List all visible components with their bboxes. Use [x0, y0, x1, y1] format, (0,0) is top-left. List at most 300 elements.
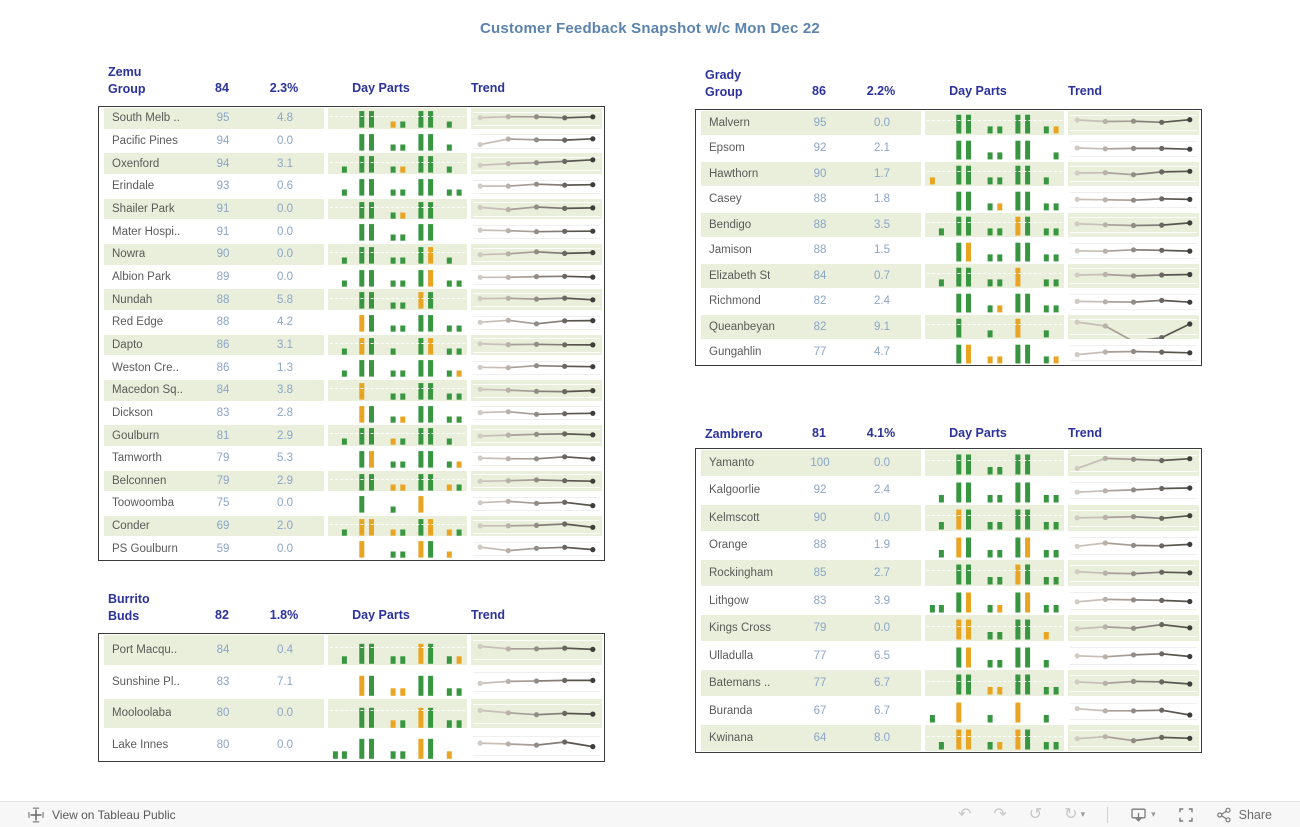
location-percent: 3.1	[277, 157, 293, 170]
dayparts-bar-chart[interactable]	[925, 560, 1064, 586]
reference-line	[927, 120, 1062, 121]
location-name: Pacific Pines	[112, 134, 178, 147]
location-percent: 0.0	[277, 134, 293, 147]
sparkline-svg	[1068, 615, 1199, 641]
location-percent: 4.8	[277, 112, 293, 125]
sparkline-svg	[1068, 111, 1199, 135]
dayparts-bar-chart[interactable]	[328, 635, 467, 665]
table-row[interactable]	[696, 449, 1201, 477]
trend-sparkline[interactable]	[471, 176, 602, 197]
location-percent: 1.7	[874, 167, 890, 180]
trend-sparkline[interactable]	[471, 403, 602, 424]
location-score: 94	[216, 157, 230, 170]
dayparts-bars-svg	[925, 698, 1064, 724]
table-row[interactable]	[99, 266, 604, 289]
sparkline-svg	[1068, 137, 1199, 161]
dayparts-bars-svg	[328, 493, 467, 514]
location-score: 88	[216, 316, 230, 329]
location-name: Gungahlin	[709, 346, 762, 359]
group-score: 82	[215, 608, 229, 622]
dayparts-bar-chart[interactable]	[328, 221, 467, 242]
location-name: Kwinana	[709, 732, 754, 745]
table-row[interactable]	[99, 537, 604, 560]
location-score: 82	[813, 320, 827, 333]
dayparts-bars-svg	[328, 131, 467, 152]
location-name: Kalgoorlie	[709, 484, 761, 497]
location-score: 86	[216, 361, 230, 374]
table-row[interactable]	[99, 424, 604, 447]
group-name: Zemu Group	[108, 65, 146, 96]
trend-sparkline[interactable]	[1068, 315, 1199, 339]
table-row[interactable]	[696, 559, 1201, 587]
reference-line	[330, 162, 465, 163]
dayparts-bar-chart[interactable]	[925, 725, 1064, 751]
sparkline-svg	[471, 221, 602, 242]
location-score: 59	[216, 542, 230, 555]
chevron-down-icon: ▾	[1151, 809, 1156, 819]
table-row[interactable]	[696, 263, 1201, 289]
dayparts-bar-chart[interactable]	[925, 643, 1064, 669]
location-name: Queanbeyan	[709, 320, 775, 333]
table-row[interactable]	[99, 243, 604, 266]
trend-sparkline[interactable]	[471, 108, 602, 129]
table-row[interactable]	[99, 402, 604, 425]
reference-line	[330, 298, 465, 299]
table-row[interactable]	[696, 340, 1201, 366]
dayparts-bar-chart[interactable]	[328, 516, 467, 537]
dayparts-bars-svg	[925, 213, 1064, 237]
reference-line	[330, 479, 465, 480]
table-row[interactable]	[696, 697, 1201, 725]
trend-sparkline[interactable]	[471, 493, 602, 514]
location-name: Epsom	[709, 142, 745, 155]
trend-sparkline[interactable]	[1068, 111, 1199, 135]
table-row[interactable]	[696, 136, 1201, 162]
trend-column-header: Trend	[1068, 84, 1103, 98]
table-row[interactable]	[696, 212, 1201, 238]
location-score: 92	[813, 484, 827, 497]
dayparts-bar-chart[interactable]	[328, 108, 467, 129]
location-score: 80	[216, 707, 230, 720]
table-row[interactable]	[99, 666, 604, 698]
fullscreen-button[interactable]	[1178, 807, 1194, 823]
group-score: 86	[812, 84, 826, 98]
dayparts-bars-svg	[328, 221, 467, 242]
reference-line	[927, 324, 1062, 325]
location-name: Nundah	[112, 293, 153, 306]
dayparts-bar-chart[interactable]	[925, 264, 1064, 288]
table-row[interactable]	[696, 477, 1201, 505]
dayparts-bars-svg	[925, 560, 1064, 586]
dayparts-bars-svg	[925, 643, 1064, 669]
reference-line	[330, 647, 465, 648]
dayparts-bar-chart[interactable]	[925, 670, 1064, 696]
download-button[interactable]	[1130, 807, 1156, 823]
table-row[interactable]	[99, 356, 604, 379]
trend-sparkline[interactable]	[471, 199, 602, 220]
location-name: Goulburn	[112, 429, 160, 442]
reference-line	[330, 343, 465, 344]
location-score: 83	[813, 594, 827, 607]
trend-sparkline[interactable]	[471, 335, 602, 356]
dayparts-bar-chart[interactable]	[925, 615, 1064, 641]
trend-sparkline[interactable]	[471, 635, 602, 665]
dayparts-bars-svg	[925, 588, 1064, 614]
dayparts-bar-chart[interactable]	[328, 403, 467, 424]
dayparts-bar-chart[interactable]	[925, 315, 1064, 339]
sparkline-svg	[1068, 290, 1199, 314]
share-icon	[1216, 807, 1232, 823]
refresh-button[interactable]	[1064, 807, 1085, 823]
dayparts-bar-chart[interactable]	[925, 341, 1064, 365]
sparkline-svg	[471, 538, 602, 559]
trend-sparkline[interactable]	[471, 667, 602, 697]
dayparts-bars-svg	[328, 730, 467, 760]
location-percent: 0.0	[874, 116, 890, 129]
dayparts-bar-chart[interactable]	[925, 162, 1064, 186]
table-row[interactable]	[99, 130, 604, 153]
group-percent: 2.3%	[269, 81, 299, 95]
table-row[interactable]	[696, 587, 1201, 615]
location-percent: 0.0	[874, 456, 890, 469]
location-score: 84	[216, 384, 230, 397]
dayparts-bars-svg	[925, 315, 1064, 339]
location-score: 69	[216, 520, 230, 533]
location-name: Hawthorn	[709, 167, 759, 180]
dayparts-bar-chart[interactable]	[328, 699, 467, 729]
trend-column-header: Trend	[1068, 426, 1103, 440]
sparkline-svg	[471, 131, 602, 152]
location-name: Orange	[709, 539, 748, 552]
sparkline-svg	[471, 244, 602, 265]
trend-sparkline[interactable]	[1068, 213, 1199, 237]
dayparts-bar-chart[interactable]	[328, 153, 467, 174]
location-score: 79	[216, 474, 230, 487]
location-score: 93	[216, 180, 230, 193]
sparkline-svg	[471, 448, 602, 469]
sparkline-svg	[471, 380, 602, 401]
group-name: Zambrero	[705, 427, 763, 441]
location-percent: 2.4	[874, 484, 890, 497]
dayparts-bar-chart[interactable]	[925, 505, 1064, 531]
dayparts-bars-svg	[328, 335, 467, 356]
dayparts-bar-chart[interactable]	[328, 199, 467, 220]
dayparts-bars-svg	[925, 478, 1064, 504]
location-score: 90	[813, 511, 827, 524]
table-row[interactable]	[696, 238, 1201, 264]
dayparts-column-header: Day Parts	[949, 84, 1007, 98]
trend-sparkline[interactable]	[1068, 450, 1199, 476]
group-percent: 4.1%	[866, 426, 896, 440]
location-name: Dickson	[112, 406, 153, 419]
trend-sparkline[interactable]	[471, 699, 602, 729]
dayparts-bar-chart[interactable]	[328, 425, 467, 446]
table-row[interactable]	[696, 532, 1201, 560]
dayparts-bar-chart[interactable]	[925, 137, 1064, 161]
trend-sparkline[interactable]	[1068, 264, 1199, 288]
location-score: 75	[216, 497, 230, 510]
sparkline-svg	[1068, 162, 1199, 186]
table-row[interactable]	[99, 492, 604, 515]
trend-sparkline[interactable]	[471, 538, 602, 559]
location-score: 77	[813, 677, 827, 690]
trend-sparkline[interactable]	[1068, 162, 1199, 186]
trend-sparkline[interactable]	[1068, 239, 1199, 263]
reference-line	[927, 681, 1062, 682]
view-on-tableau-label: View on Tableau Public	[52, 807, 176, 822]
reference-line	[330, 207, 465, 208]
sparkline-svg	[1068, 188, 1199, 212]
dayparts-bars-svg	[925, 137, 1064, 161]
sparkline-svg	[1068, 264, 1199, 288]
table-row[interactable]	[696, 669, 1201, 697]
location-score: 90	[216, 248, 230, 261]
location-score: 77	[813, 346, 827, 359]
location-percent: 1.8	[874, 193, 890, 206]
dayparts-bar-chart[interactable]	[925, 588, 1064, 614]
trend-sparkline[interactable]	[471, 221, 602, 242]
dayparts-bar-chart[interactable]	[328, 312, 467, 333]
trend-sparkline[interactable]	[471, 131, 602, 152]
dayparts-bar-chart[interactable]	[328, 538, 467, 559]
sparkline-svg	[1068, 239, 1199, 263]
sparkline-svg	[471, 471, 602, 492]
dayparts-bars-svg	[925, 670, 1064, 696]
trend-sparkline[interactable]	[471, 425, 602, 446]
group-score: 81	[812, 426, 826, 440]
dayparts-column-header: Day Parts	[949, 426, 1007, 440]
chevron-down-icon: ▾	[1080, 809, 1086, 819]
table-row[interactable]	[99, 634, 604, 666]
dayparts-bar-chart[interactable]	[328, 176, 467, 197]
trend-sparkline[interactable]	[1068, 588, 1199, 614]
table-row[interactable]	[99, 334, 604, 357]
location-percent: 3.8	[277, 384, 293, 397]
location-name: Elizabeth St	[709, 269, 771, 282]
dayparts-bar-chart[interactable]	[925, 533, 1064, 559]
dayparts-bars-svg	[328, 108, 467, 129]
dayparts-bar-chart[interactable]	[328, 357, 467, 378]
table-row[interactable]	[99, 175, 604, 198]
location-name: Casey	[709, 193, 742, 206]
trend-sparkline[interactable]	[471, 448, 602, 469]
location-percent: 1.3	[277, 361, 293, 374]
trend-sparkline[interactable]	[471, 312, 602, 333]
feedback-table	[695, 448, 1202, 753]
trend-sparkline[interactable]	[1068, 188, 1199, 212]
dayparts-bars-svg	[328, 699, 467, 729]
reference-line	[927, 626, 1062, 627]
dayparts-bar-chart[interactable]	[328, 335, 467, 356]
sparkline-svg	[1068, 341, 1199, 365]
table-row[interactable]	[99, 152, 604, 175]
dayparts-column-header: Day Parts	[352, 81, 410, 95]
location-name: Malvern	[709, 116, 750, 129]
location-percent: 6.7	[874, 704, 890, 717]
sparkline-svg	[471, 176, 602, 197]
reference-line	[927, 273, 1062, 274]
table-row[interactable]	[99, 220, 604, 243]
trend-sparkline[interactable]	[1068, 560, 1199, 586]
trend-sparkline[interactable]	[471, 267, 602, 288]
dayparts-bars-svg	[328, 244, 467, 265]
location-score: 84	[813, 269, 827, 282]
table-row[interactable]	[99, 698, 604, 730]
location-score: 80	[216, 739, 230, 752]
trend-sparkline[interactable]	[471, 380, 602, 401]
location-score: 79	[216, 452, 230, 465]
redo-button[interactable]: ↷	[993, 805, 1007, 823]
dayparts-bar-chart[interactable]	[925, 478, 1064, 504]
location-name: Kelmscott	[709, 511, 760, 524]
dayparts-bar-chart[interactable]	[925, 239, 1064, 263]
location-name: Batemans ..	[709, 677, 771, 690]
refresh-icon: ↻	[1064, 805, 1078, 823]
location-score: 100	[810, 456, 830, 469]
table-row[interactable]	[99, 288, 604, 311]
location-percent: 0.0	[277, 497, 293, 510]
reference-line	[927, 222, 1062, 223]
reference-line	[927, 736, 1062, 737]
location-name: Macedon Sq..	[112, 384, 183, 397]
dayparts-bar-chart[interactable]	[328, 471, 467, 492]
dayparts-bars-svg	[328, 448, 467, 469]
dayparts-bar-chart[interactable]	[328, 493, 467, 514]
location-percent: 0.0	[277, 270, 293, 283]
dayparts-bar-chart[interactable]	[925, 450, 1064, 476]
share-button[interactable]	[1216, 807, 1272, 823]
dayparts-bars-svg	[328, 289, 467, 310]
dayparts-bar-chart[interactable]	[925, 290, 1064, 314]
dayparts-bars-svg	[328, 267, 467, 288]
sparkline-svg	[471, 635, 602, 665]
trend-sparkline[interactable]	[471, 289, 602, 310]
dayparts-bar-chart[interactable]	[328, 244, 467, 265]
table-row[interactable]	[696, 110, 1201, 136]
trend-sparkline[interactable]	[1068, 643, 1199, 669]
dayparts-bar-chart[interactable]	[328, 131, 467, 152]
table-row[interactable]	[696, 289, 1201, 315]
trend-sparkline[interactable]	[1068, 698, 1199, 724]
trend-sparkline[interactable]	[471, 357, 602, 378]
trend-sparkline[interactable]	[1068, 137, 1199, 161]
dayparts-bars-svg	[925, 239, 1064, 263]
trend-sparkline[interactable]	[471, 244, 602, 265]
table-row[interactable]	[696, 724, 1201, 752]
sparkline-svg	[1068, 533, 1199, 559]
table-row[interactable]	[99, 311, 604, 334]
location-score: 95	[216, 112, 230, 125]
location-score: 88	[813, 193, 827, 206]
sparkline-svg	[471, 108, 602, 129]
sparkline-svg	[471, 730, 602, 760]
trend-column-header: Trend	[471, 81, 506, 95]
trend-sparkline[interactable]	[1068, 615, 1199, 641]
table-row[interactable]	[696, 614, 1201, 642]
group-name: Burrito Buds	[108, 592, 150, 623]
trend-sparkline[interactable]	[471, 153, 602, 174]
dayparts-bar-chart[interactable]	[328, 730, 467, 760]
location-name: Port Macqu..	[112, 643, 178, 656]
trend-sparkline[interactable]	[471, 730, 602, 760]
table-row[interactable]	[696, 314, 1201, 340]
location-percent: 9.1	[874, 320, 890, 333]
location-percent: 3.1	[277, 338, 293, 351]
trend-sparkline[interactable]	[471, 471, 602, 492]
trend-sparkline[interactable]	[1068, 670, 1199, 696]
sparkline-svg	[471, 199, 602, 220]
location-percent: 0.7	[874, 269, 890, 282]
table-row[interactable]	[696, 642, 1201, 670]
table-row[interactable]	[99, 515, 604, 538]
dayparts-bars-svg	[328, 471, 467, 492]
table-row[interactable]	[696, 161, 1201, 187]
table-row[interactable]	[99, 379, 604, 402]
download-icon	[1130, 807, 1148, 823]
dayparts-bars-svg	[328, 357, 467, 378]
revert-button[interactable]: ↺	[1028, 805, 1043, 823]
trend-sparkline[interactable]	[1068, 290, 1199, 314]
dayparts-bar-chart[interactable]	[925, 213, 1064, 237]
dayparts-bar-chart[interactable]	[328, 667, 467, 697]
location-score: 79	[813, 622, 827, 635]
dayparts-bars-svg	[328, 176, 467, 197]
dayparts-bar-chart[interactable]	[925, 111, 1064, 135]
trend-sparkline[interactable]	[1068, 341, 1199, 365]
view-on-tableau-public-link[interactable]	[28, 807, 176, 823]
table-row[interactable]	[99, 470, 604, 493]
dayparts-bar-chart[interactable]	[328, 448, 467, 469]
sparkline-svg	[1068, 725, 1199, 751]
reference-line	[330, 116, 465, 117]
trend-sparkline[interactable]	[1068, 725, 1199, 751]
location-score: 81	[216, 429, 230, 442]
sparkline-svg	[1068, 560, 1199, 586]
dayparts-bars-svg	[328, 403, 467, 424]
dayparts-bars-svg	[328, 538, 467, 559]
table-row[interactable]	[99, 729, 604, 761]
reference-line	[330, 433, 465, 434]
dayparts-bar-chart[interactable]	[328, 380, 467, 401]
trend-sparkline[interactable]	[1068, 505, 1199, 531]
table-row[interactable]	[99, 447, 604, 470]
sparkline-svg	[471, 335, 602, 356]
feedback-table	[98, 633, 605, 762]
dayparts-bar-chart[interactable]	[925, 188, 1064, 212]
trend-sparkline[interactable]	[471, 516, 602, 537]
dayparts-column-header: Day Parts	[352, 608, 410, 622]
location-name: Mater Hospi..	[112, 225, 181, 238]
table-row[interactable]	[99, 198, 604, 221]
location-percent: 2.1	[874, 142, 890, 155]
sparkline-svg	[1068, 315, 1199, 339]
undo-button[interactable]: ↶	[957, 805, 972, 823]
table-row[interactable]	[696, 504, 1201, 532]
sparkline-svg	[1068, 588, 1199, 614]
dayparts-bar-chart[interactable]	[925, 698, 1064, 724]
trend-sparkline[interactable]	[1068, 478, 1199, 504]
table-row[interactable]	[99, 107, 604, 130]
dayparts-bar-chart[interactable]	[328, 267, 467, 288]
dayparts-bars-svg	[925, 450, 1064, 476]
table-row[interactable]	[696, 187, 1201, 213]
sparkline-svg	[471, 289, 602, 310]
location-name: Yamanto	[709, 456, 755, 469]
location-percent: 5.8	[277, 293, 293, 306]
sparkline-svg	[471, 153, 602, 174]
trend-sparkline[interactable]	[1068, 533, 1199, 559]
dayparts-bar-chart[interactable]	[328, 289, 467, 310]
